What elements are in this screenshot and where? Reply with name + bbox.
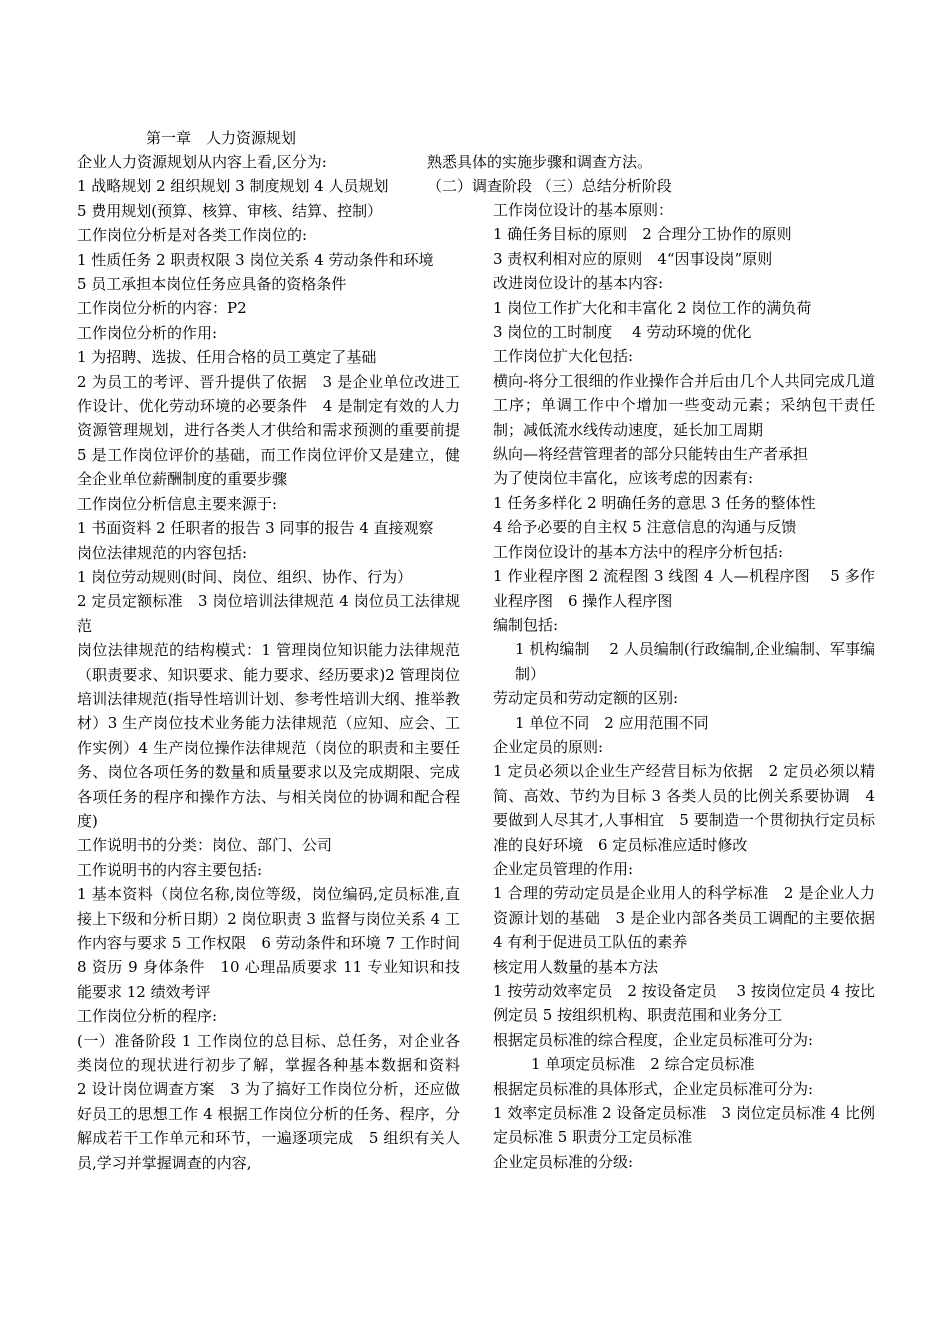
left-para: 企业人力资源规划从内容上看,区分为: — [77, 153, 327, 171]
left-para: 工作说明书的分类：岗位、部门、公司 — [77, 836, 333, 855]
left-para: 工作岗位分析的内容：P2 — [77, 299, 247, 318]
right-para: 改进岗位设计的基本内容: — [493, 274, 664, 293]
right-para: 1 单位不同 2 应用范围不同 — [515, 713, 709, 732]
right-para: 1 效率定员标准 2 设备定员标准 3 岗位定员标准 4 比例定员标准 5 职责分工定员标准 — [493, 1104, 875, 1147]
left-para: 工作岗位分析的程序: — [77, 1007, 218, 1026]
right-para: 劳动定员和劳动定额的区别: — [493, 689, 679, 708]
right-para: 1 机构编制 2 人员编制(行政编制,企业编制、军事编制） — [515, 640, 875, 683]
left-column — [77, 150, 476, 1175]
right-para: 1 任务多样化 2 明确任务的意思 3 任务的整体性 — [493, 493, 816, 512]
left-para: 工作岗位分析信息主要来源于: — [77, 494, 278, 513]
right-para: 核定用人数量的基本方法 — [493, 957, 659, 976]
right-para: 根据定员标准的综合程度，企业定员标准可分为: — [493, 1030, 814, 1049]
right-para: 3 岗位的工时制度 4 劳动环境的优化 — [493, 323, 752, 342]
left-para: 5 员工承担本岗位任务应具备的资格条件 — [77, 275, 347, 294]
right-para: 纵向—将经营管理者的部分只能转由生产者承担 — [493, 445, 809, 464]
left-para: 工作说明书的内容主要包括: — [77, 860, 263, 879]
left-para: 1 基本资料（岗位名称,岗位等级，岗位编码,定员标准,直接上下级和分析日期）2 岗位职责 3 监督与岗位关系 4 工作内容与要求 5 工作权限 6 劳动条件和环境 7 工作时间 8 资历 9 身体条件 10 心理品质要求 11 专业知识和技能要求 12 绩效考评 — [77, 885, 476, 1001]
right-para: 根据定员标准的具体形式，企业定员标准可分为: — [493, 1079, 814, 1098]
right-para: 1 作业程序图 2 流程图 3 线图 4 人—机程序图 5 多作业程序图 6 操作人程序图 — [493, 567, 875, 610]
right-para: 企业定员的原则: — [493, 737, 604, 756]
left-para: 2 定员定额标准 3 岗位培训法律规范 4 岗位员工法律规范 — [77, 592, 460, 635]
left-para: 1 为招聘、选拔、任用合格的员工奠定了基础 — [77, 348, 377, 367]
right-para: 横向-将分工很细的作业操作合并后由几个人共同完成几道工序；单调工作中个增加一些变动元素；采纳包干责任制；减低流水线传动速度，延长加工周期 — [493, 371, 875, 439]
left-para: 5 费用规划(预算、核算、审核、结算、控制） — [77, 201, 383, 220]
left-para: 工作岗位分析的作用: — [77, 323, 218, 342]
left-para: 2 为员工的考评、晋升提供了依据 3 是企业单位改进工作设计、优化劳动环境的必要条件 4 是制定有效的人力资源管理规划，进行各类人才供给和需求预测的重要前提 5 是工作岗位评价的基础，而工作岗位评价又是建立，健全企业单位薪酬制度的重要步骤 — [77, 372, 476, 489]
right-para: 1 按劳动效率定员 2 按设备定员 3 按岗位定员 4 按比例定员 5 按组织机构、职责范围和业务分工 — [493, 982, 875, 1025]
right-para: 4 给予必要的自主权 5 注意信息的沟通与反馈 — [493, 518, 797, 537]
right-para: 编制包括: — [493, 615, 559, 634]
right-para: 企业定员标准的分级: — [493, 1152, 634, 1171]
left-para: 1 战略规划 2 组织规划 3 制度规划 4 人员规划 — [77, 177, 389, 196]
left-para: 1 岗位劳动规则(时间、岗位、组织、协作、行为） — [77, 567, 413, 586]
right-para: 为了使岗位丰富化，应该考虑的因素有: — [493, 469, 754, 488]
left-para: 1 性质任务 2 职责权限 3 岗位关系 4 劳动条件和环境 — [77, 250, 434, 269]
left-para: 工作岗位分析是对各类工作岗位的: — [77, 226, 308, 245]
right-para: 工作岗位扩大化包括: — [493, 347, 634, 366]
top-right-line-1: 熟悉具体的实施步骤和调查方法。 — [427, 153, 653, 171]
right-para: 1 单项定员标准 2 综合定员标准 — [531, 1055, 755, 1074]
chapter-title: 第一章 人力资源规划 — [146, 129, 297, 147]
right-para: 工作岗位设计的基本方法中的程序分析包括: — [493, 542, 784, 561]
left-para: 岗位法律规范的内容包括: — [77, 543, 248, 562]
right-para: 1 定员必须以企业生产经营目标为依据 2 定员必须以精简、高效、节约为目标 3 各类人员的比例关系要协调 4 要做到人尽其才,人事相宜 5 要制造一个贯彻执行定员标准的良好环境 6 定员标准应适时修改 — [493, 762, 880, 854]
top-right-line-2: （二）调查阶段 （三）总结分析阶段 — [427, 177, 672, 195]
left-para: (一）准备阶段 1 工作岗位的总目标、总任务，对企业各类岗位的现状进行初步了解，掌握各种基本数据和资料 2 设计岗位调查方案 3 为了搞好工作岗位分析，还应做好员工的思想工作 4 根据工作岗位分析的任务、程序，分解成若干工作单元和环节，一遍逐项完成 5 组织有关人员,学习并掌握调查的内容, — [77, 1031, 476, 1172]
right-para: 1 合理的劳动定员是企业用人的科学标准 2 是企业人力资源计划的基础 3 是企业内部各类员工调配的主要依据 4 有利于促进员工队伍的素养 — [493, 884, 891, 952]
right-column — [493, 198, 891, 1174]
right-para: 3 责权利相对应的原则 4“因事设岗”原则 — [493, 249, 773, 268]
right-para: 工作岗位设计的基本原则： — [493, 201, 674, 219]
left-para: 岗位法律规范的结构模式：1 管理岗位知识能力法律规范（职责要求、知识要求、能力要求、经历要求)2 管理岗位培训法律规范(指导性培训计划、参考性培训大纲、推举教材）3 生产岗位技术业务能力法律规范（应知、应会、工作实例）4 生产岗位操作法律规范（岗位的职责和主要任务、岗位各项任务的数量和质量要求以及完成期限、完成各项任务的程序和操作方法、与相关岗位的协调和配合程度) — [77, 641, 460, 830]
right-para: 企业定员管理的作用: — [493, 859, 634, 878]
right-para: 1 岗位工作扩大化和丰富化 2 岗位工作的满负荷 — [493, 298, 812, 317]
right-para: 1 确任务目标的原则 2 合理分工协作的原则 — [493, 225, 792, 244]
left-para: 1 书面资料 2 任职者的报告 3 同事的报告 4 直接观察 — [77, 519, 434, 538]
